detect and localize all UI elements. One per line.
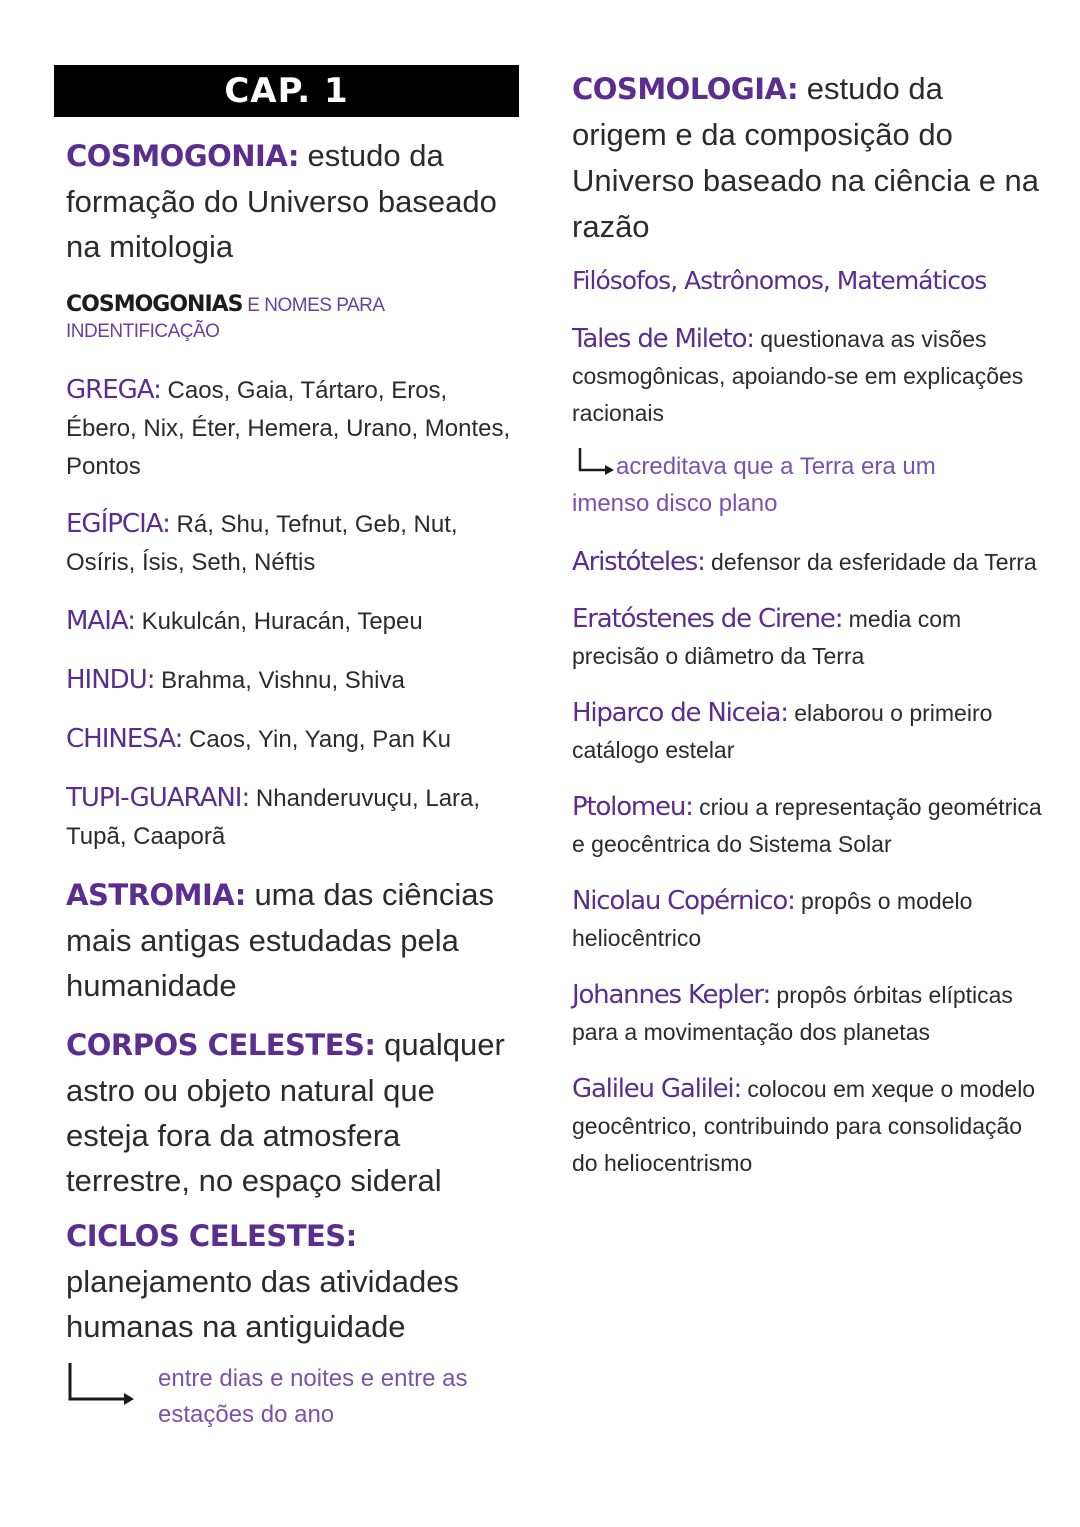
cosmogonias-heading-rest: E NOMES PARA INDENTIFICAÇÃO	[66, 295, 384, 342]
right-column	[572, 66, 1042, 1182]
scientist-item	[572, 544, 1042, 581]
cosmogonia-term: COSMOGONIA:	[66, 139, 299, 173]
scientist-text: media com precisão o diâmetro da Terra	[572, 606, 962, 669]
cosmologia-definition	[572, 66, 1042, 250]
mythology-item	[66, 779, 524, 856]
cosmogonias-heading-bold: COSMOGONIAS	[66, 292, 243, 317]
scientist-item	[572, 321, 1042, 432]
mythology-item	[66, 720, 524, 759]
scientist-name: Ptolomeu:	[572, 792, 693, 822]
scientist-item	[572, 695, 1042, 769]
mythology-names: Caos, Gaia, Tártaro, Eros, Ébero, Nix, Éter, Hemera, Urano, Montes, Pontos	[66, 377, 511, 480]
mythology-label: EGÍPCIA:	[66, 509, 170, 539]
mythology-label: HINDU:	[66, 665, 155, 695]
ciclos-note	[66, 1361, 524, 1441]
scientist-name: Hiparco de Niceia:	[572, 698, 788, 728]
mythology-label: CHINESA:	[66, 724, 183, 754]
scientist-text: questionava as visões cosmogônicas, apoiando-se em explicações racionais	[572, 326, 1024, 426]
scientist-item	[572, 1071, 1042, 1182]
scientist-item	[572, 601, 1042, 675]
scientist-text: colocou em xeque o modelo geocêntrico, contribuindo para consolidação do heliocentrismo	[572, 1076, 1036, 1176]
ciclos-celestes-term: CICLOS CELESTES:	[66, 1219, 357, 1253]
tales-note-line-2: imenso disco plano	[572, 490, 778, 517]
mythology-names: Caos, Yin, Yang, Pan Ku	[182, 726, 451, 753]
scientist-name: Johannes Kepler:	[572, 980, 771, 1010]
scientist-text: elaborou o primeiro catálogo estelar	[572, 700, 993, 763]
cosmogonia-text: estudo da formação do Universo baseado na mitologia	[66, 138, 497, 264]
scientist-name: Nicolau Copérnico:	[572, 886, 795, 916]
mythology-names: Brahma, Vishnu, Shiva	[154, 667, 405, 694]
scientist-text: criou a representação geométrica e geocêntrica do Sistema Solar	[572, 794, 1042, 857]
tales-note	[572, 448, 1042, 524]
mythology-names: Kukulcán, Huracán, Tepeu	[134, 608, 423, 635]
ciclos-note-text: entre dias e noites e entre as estações do ano	[158, 1365, 468, 1428]
chapter-title: CAP. 1	[54, 65, 519, 117]
mythology-label: MAIA:	[66, 606, 135, 636]
corner-arrow-icon	[66, 1361, 136, 1405]
cosmogonia-definition	[66, 133, 524, 269]
cosmogonias-heading	[66, 291, 524, 343]
scientist-item	[572, 977, 1042, 1051]
scientist-name: Aristóteles:	[572, 547, 705, 577]
mythology-item	[66, 661, 524, 700]
scientist-name: Tales de Mileto:	[572, 324, 754, 354]
ciclos-celestes-definition	[66, 1213, 524, 1349]
mythology-item	[66, 505, 524, 582]
corpos-celestes-term: CORPOS CELESTES:	[66, 1028, 376, 1062]
scientist-name: Galileu Galilei:	[572, 1074, 742, 1104]
mythology-item	[66, 602, 524, 641]
astromia-term: ASTROMIA:	[66, 878, 246, 912]
corpos-celestes-text: qualquer astro ou objeto natural que esteja fora da atmosfera terrestre, no espaço sideral	[66, 1027, 505, 1198]
scientist-item	[572, 789, 1042, 863]
tales-note-line-1: acreditava que a Terra era um	[616, 453, 936, 480]
scientist-text: propôs órbitas elípticas para a movimentação dos planetas	[572, 982, 1013, 1045]
mythology-names: Nhanderuvuçu, Lara, Tupã, Caaporã	[66, 785, 481, 850]
cosmologia-term: COSMOLOGIA:	[572, 72, 799, 106]
scientist-text: defensor da esferidade da Terra	[704, 549, 1037, 575]
mythology-label: GREGA:	[66, 375, 161, 405]
astromia-definition	[66, 872, 524, 1008]
scientist-categories: Filósofos, Astrônomos, Matemáticos	[572, 266, 987, 295]
ciclos-celestes-text: planejamento das atividades humanas na antiguidade	[66, 1264, 459, 1344]
scientist-item	[572, 883, 1042, 957]
left-column	[54, 65, 524, 1441]
mythology-item	[66, 371, 524, 486]
mythology-label: TUPI-GUARANI:	[66, 783, 250, 813]
astromia-text: uma das ciências mais antigas estudadas pela humanidade	[66, 877, 494, 1003]
corner-arrow-icon	[576, 448, 616, 478]
cosmologia-text: estudo da origem e da composição do Universo baseado na ciência e na razão	[572, 71, 1040, 244]
scientist-text: propôs o modelo heliocêntrico	[572, 888, 973, 951]
corpos-celestes-definition	[66, 1022, 524, 1203]
mythology-names: Rá, Shu, Tefnut, Geb, Nut, Osíris, Ísis, Seth, Néftis	[66, 511, 458, 576]
scientist-name: Eratóstenes de Cirene:	[572, 604, 843, 634]
